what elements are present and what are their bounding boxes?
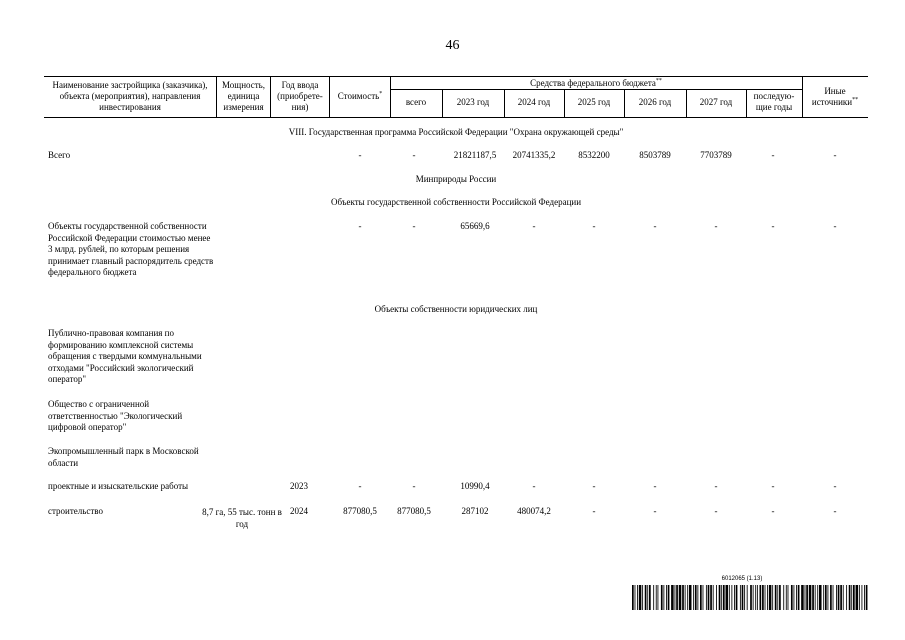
barcode-bar (750, 585, 752, 610)
row-later-value: - (771, 221, 775, 231)
row-total-value: - (412, 221, 416, 231)
barcode-bar (676, 585, 678, 610)
barcode-bar (693, 585, 694, 610)
row-2024-value: 480074,2 (517, 506, 551, 516)
row-2025-value: - (592, 221, 596, 231)
barcode-bar (769, 585, 772, 610)
barcode-bar (721, 585, 722, 610)
barcode-bar (828, 585, 829, 610)
barcode-label: 6012065 (1.13) (721, 576, 763, 582)
barcode-bar (649, 585, 651, 610)
barcode-bar (809, 585, 812, 610)
row-2027-value: - (714, 481, 718, 491)
row-capacity: 8,7 га, 55 тыс. тонн в год (202, 507, 282, 529)
barcode-bar (812, 585, 814, 610)
row-cost: - (358, 150, 362, 160)
barcode-bar (635, 585, 636, 610)
row-later-value: - (771, 150, 775, 160)
barcode-bar (846, 585, 847, 610)
barcode-bar (668, 585, 670, 610)
header-total: всего (405, 97, 427, 107)
barcode-bar (700, 585, 702, 610)
barcode-bar (765, 585, 766, 610)
barcode-bar (653, 585, 654, 610)
barcode-bar (753, 585, 754, 610)
barcode-bar (679, 585, 682, 610)
barcode-bar (772, 585, 773, 610)
barcode-bar (731, 585, 732, 610)
header-2024: 2024 год (517, 97, 551, 107)
header-later-years: последую-щие годы (753, 91, 795, 112)
barcode-bar (645, 585, 647, 610)
header-2027: 2027 год (699, 97, 733, 107)
barcode-bar (859, 585, 860, 610)
barcode-bar (866, 585, 868, 610)
row-name: строительство (48, 506, 103, 516)
header-cost: Стоимость* (337, 91, 383, 101)
row-total-value: - (412, 150, 416, 160)
row-other-value: - (833, 481, 837, 491)
barcode-bar (736, 585, 738, 610)
barcode-bar (642, 585, 643, 610)
header-2026: 2026 год (638, 97, 672, 107)
header-other-sources: Иные источники** (811, 86, 859, 107)
barcode-bar (682, 585, 684, 610)
row-2027-value: - (714, 506, 718, 516)
section-legal-entities-title: Объекты собственности юридических лиц (374, 304, 538, 314)
row-2027-value: 7703789 (700, 150, 732, 160)
row-2026-value: - (653, 481, 657, 491)
barcode-bar (671, 585, 674, 610)
barcode-bar (815, 585, 816, 610)
row-2027-value: - (714, 221, 718, 231)
barcode-bar (775, 585, 777, 610)
barcode-bar (830, 585, 832, 610)
barcode-bar (762, 585, 764, 610)
barcode-bar (794, 585, 795, 610)
barcode-bar (706, 585, 707, 610)
barcode-bar (740, 585, 741, 610)
row-name: Экопромышленный парк в Московской области (48, 446, 199, 468)
barcode-bar (819, 585, 822, 610)
barcode-bar (726, 585, 729, 610)
barcode-bar (716, 585, 717, 610)
barcode-bar (695, 585, 697, 610)
barcode-bar (675, 585, 676, 610)
header-top-border (44, 76, 868, 77)
row-name: Публично-правовая компания по формированию комплексной системы обращения с твердыми коммунальными отходами "Российский экологический оператор" (48, 328, 202, 384)
barcode-bar (687, 585, 688, 610)
barcode-bar (658, 585, 659, 610)
row-2023-value: 10990,4 (460, 481, 490, 491)
row-2023-value: 287102 (461, 506, 489, 516)
page-number: 46 (445, 38, 460, 53)
row-2023-value: 65669,6 (460, 221, 490, 231)
row-other-value: - (833, 506, 837, 516)
barcode-bar (666, 585, 667, 610)
header-2025: 2025 год (577, 97, 611, 107)
row-2024-value: - (532, 481, 536, 491)
barcode-bar (849, 585, 851, 610)
col-divider (746, 89, 747, 117)
barcode-bar (798, 585, 800, 610)
barcode-bar (843, 585, 844, 610)
barcode-bar (786, 585, 787, 610)
barcode-bar (723, 585, 725, 610)
barcode-bar (783, 585, 784, 610)
barcode-bar (747, 585, 748, 610)
row-total-value: 877080,5 (397, 506, 431, 516)
barcode-bar (734, 585, 735, 610)
barcode-bar (836, 585, 837, 610)
header-2023: 2023 год (456, 97, 490, 107)
row-later-value: - (771, 481, 775, 491)
row-2025-value: - (592, 481, 596, 491)
row-name: Объекты государственной собственности Российской Федерации стоимостью менее 3 млрд. рублей, по которым решения принимает главный распорядитель средств федерального бюджета (48, 221, 214, 277)
barcode-bar (823, 585, 824, 610)
row-2024-value: 20741335,2 (512, 150, 556, 160)
section-ministry-title: Минприроды России (415, 174, 497, 184)
barcode-bar (729, 585, 730, 610)
row-2025-value: - (592, 506, 596, 516)
header-year: Год ввода (приобрете-ния) (277, 80, 323, 112)
barcode-bar (838, 585, 840, 610)
row-year: 2023 (290, 481, 308, 491)
section-program-title: VIII. Государственная программа Российской Федерации "Охрана окружающей среды" (288, 127, 624, 137)
barcode-bar (760, 585, 762, 610)
barcode-bar (817, 585, 818, 610)
row-cost: - (358, 221, 362, 231)
barcode-bar (685, 585, 686, 610)
barcode-icon (632, 585, 868, 610)
row-2026-value: - (653, 506, 657, 516)
row-name: Общество с ограниченной ответственностью "Экологический цифровой оператор" (48, 399, 183, 432)
federal-subheader-line (390, 89, 802, 90)
barcode-bar (661, 585, 663, 610)
barcode-bar (632, 585, 634, 610)
row-2025-value: 8532200 (578, 150, 610, 160)
header-federal: Средства федерального бюджета** (530, 78, 662, 88)
barcode-bar (791, 585, 793, 610)
barcode-bar (788, 585, 789, 610)
row-later-value: - (771, 506, 775, 516)
row-name: проектные и изыскательские работы (48, 481, 189, 491)
barcode-bar (796, 585, 797, 610)
row-cost: 877080,5 (343, 506, 377, 516)
barcode-bar (689, 585, 692, 610)
barcode-bar (703, 585, 704, 610)
barcode-bar (639, 585, 642, 610)
barcode-bar (744, 585, 745, 610)
section-federal-property-title: Объекты государственной собственности Российской Федерации (330, 197, 582, 207)
barcode-bar (805, 585, 806, 610)
barcode-bar (697, 585, 698, 610)
header-bottom-border (44, 117, 868, 118)
barcode-bar (856, 585, 859, 610)
row-2026-value: 8503789 (639, 150, 671, 160)
row-2023-value: 21821187,5 (453, 150, 497, 160)
row-cost: - (358, 481, 362, 491)
barcode-bar (757, 585, 758, 610)
row-total-value: - (412, 481, 416, 491)
barcode-bar (806, 585, 808, 610)
barcode-bar (663, 585, 664, 610)
barcode-bar (637, 585, 638, 610)
header-capacity: Мощность, единица измерения (221, 80, 266, 112)
barcode-bar (853, 585, 855, 610)
barcode-bar (864, 585, 865, 610)
barcode-bar (840, 585, 842, 610)
barcode-bar (777, 585, 778, 610)
row-other-value: - (833, 150, 837, 160)
row-year: 2024 (290, 506, 308, 516)
barcode-bar (779, 585, 781, 610)
row-other-value: - (833, 221, 837, 231)
barcode-bar (833, 585, 834, 610)
barcode-bar (801, 585, 804, 610)
row-2026-value: - (653, 221, 657, 231)
barcode-bar (825, 585, 827, 610)
barcode-bar (708, 585, 710, 610)
barcode-bar (851, 585, 852, 610)
barcode-bar (755, 585, 756, 610)
barcode-bar (710, 585, 712, 610)
barcode-bar (656, 585, 657, 610)
row-2024-value: - (532, 221, 536, 231)
barcode-bar (767, 585, 768, 610)
barcode-bar (713, 585, 714, 610)
header-name: Наименование застройщика (заказчика), объекта (мероприятия), направления инвестирования (52, 80, 208, 112)
row-name: Всего (48, 150, 71, 160)
barcode-bar (862, 585, 863, 610)
barcode-bar (742, 585, 744, 610)
barcode-bar (719, 585, 721, 610)
barcode-bar (647, 585, 648, 610)
